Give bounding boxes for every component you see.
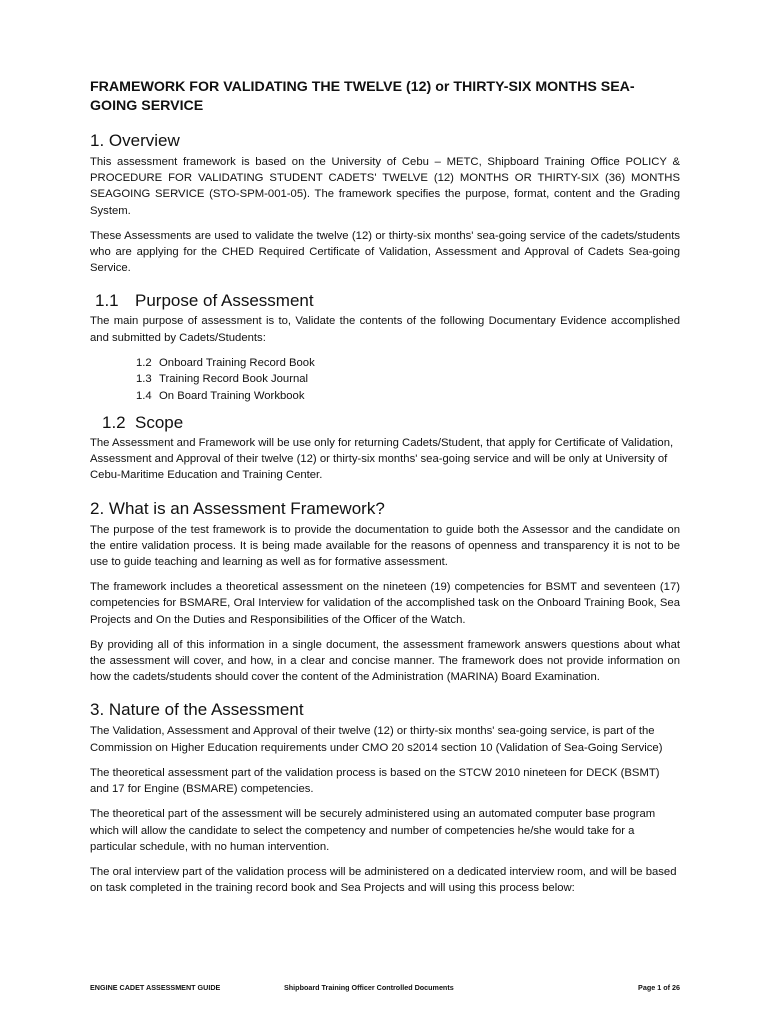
paragraph: The Validation, Assessment and Approval of their twelve (12) or thirty-six months' sea-going service, is part of the Commission on Higher Education requirements under CMO 20 s2014 section 10 (Validation of Sea-Going Service)	[90, 725, 663, 754]
section-heading-framework: 2. What is an Assessment Framework?	[90, 498, 385, 518]
section-title: Purpose of Assessment	[135, 291, 314, 311]
footer-center: Shipboard Training Officer Controlled Documents	[284, 983, 454, 992]
paragraph: This assessment framework is based on the University of Cebu – METC, Shipboard Training Office POLICY & PROCEDURE FOR VALIDATING STUDENT CADETS' TWELVE (12) MONTHS OR THIRTY-SIX (36) MONTHS SEAGOING SERVICE (STO-SPM-001-05). The framework specifies the purpose, format, content and the Grading System.	[90, 156, 680, 217]
paragraph: The Assessment and Framework will be use only for returning Cadets/Student, that apply for Certificate of Validation, Assessment and Approval of their twelve (12) or thirty-six months' sea-going service and will be only at University of Cebu-Maritime Education and Training Center.	[90, 437, 674, 482]
section-title: Scope	[135, 413, 184, 433]
document-title: FRAMEWORK FOR VALIDATING THE TWELVE (12) or THIRTY-SIX MONTHS SEA-GOING SERVICE	[90, 79, 635, 114]
evidence-list	[136, 355, 680, 404]
paragraph: These Assessments are used to validate the twelve (12) or thirty-six months' sea-going service of the cadets/students who are applying for the CHED Required Certificate of Validation, Assessment and Approval of Cadets Sea-going Service.	[90, 229, 680, 275]
paragraph: The purpose of the test framework is to provide the documentation to guide both the Assessor and the candidate on the entire validation process. It is being made available for the reasons of openness and transparency it is not to be use to guide teaching and learning as well as for formative assessment.	[90, 523, 680, 569]
page-footer	[90, 983, 680, 995]
paragraph: The main purpose of assessment is to, Validate the contents of the following Documentary Evidence accomplished and submitted by Cadets/Students:	[90, 315, 680, 344]
document-page	[90, 78, 680, 905]
page-number: Page 1 of 26	[638, 983, 680, 992]
section-heading-overview: 1. Overview	[90, 131, 180, 150]
footer-left: ENGINE CADET ASSESSMENT GUIDE	[90, 983, 221, 992]
section-number: 1.2	[102, 413, 126, 433]
section-heading-nature: 3. Nature of the Assessment	[90, 700, 304, 720]
list-item: 1.2 Onboard Training Record Book	[136, 356, 315, 369]
section-heading-scope	[102, 413, 680, 433]
list-item: 1.4 On Board Training Workbook	[136, 389, 305, 402]
section-heading-purpose	[95, 291, 680, 311]
list-item: 1.3 Training Record Book Journal	[136, 373, 309, 386]
paragraph: The oral interview part of the validation process will be administered on a dedicated interview room, and will be based on task completed in the training record book and Sea Projects and will using this process below:	[90, 865, 677, 895]
paragraph: The framework includes a theoretical assessment on the nineteen (19) competencies for BSMT and seventeen (17) competencies for BSMARE, Oral Interview for validation of the accomplished task on the Onboard Training Book, Sea Projects and On the Duties and Responsibilities of the Officer of the Watch.	[90, 581, 680, 626]
section-number: 1.1	[95, 291, 119, 311]
paragraph: By providing all of this information in a single document, the assessment framework answers questions about what the assessment will cover, and how, in a clear and concise manner. The framework does not provide information on how the cadets/students should cover the content of the Administration (MARINA) Board Examination.	[90, 638, 680, 684]
paragraph: The theoretical assessment part of the validation process is based on the STCW 2010 nineteen for DECK (BSMT) and 17 for Engine (BSMARE) competencies.	[90, 766, 660, 796]
paragraph: The theoretical part of the assessment will be securely administered using an automated computer base program which will allow the candidate to select the competency and number of competencies he/she would take for a particular schedule, with no human intervention.	[90, 808, 656, 853]
